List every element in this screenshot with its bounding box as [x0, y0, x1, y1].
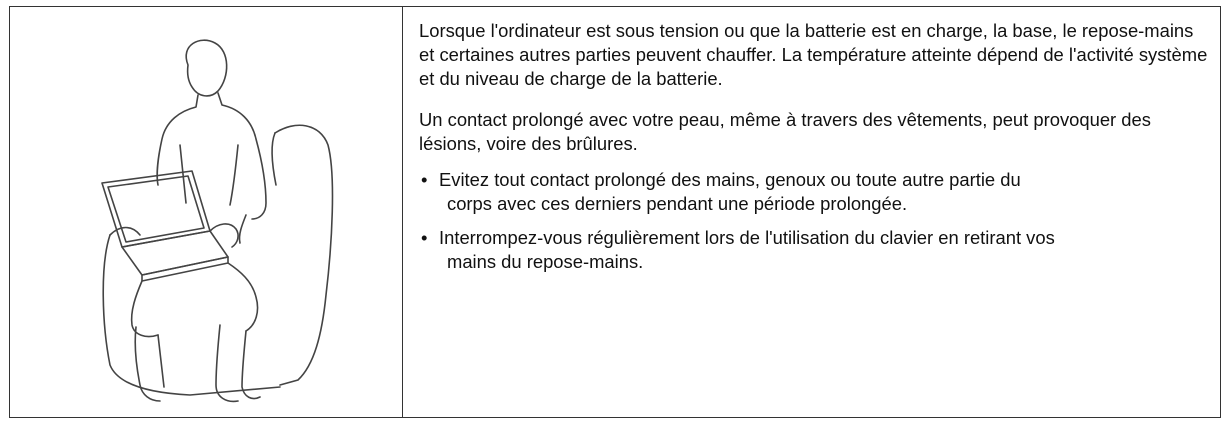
bullet-icon: • [421, 169, 428, 190]
warning-text [419, 19, 1209, 284]
heat-paragraph: Lorsque l'ordinateur est sous tension ou que la batterie est en charge, la base, le repose-mains et certaines autres parties peuvent chauffer. La température atteinte dépend de l'activité système et du niveau de charge de la batterie. [419, 20, 1208, 89]
bullet-2-line-2: mains du repose-mains. [447, 251, 644, 272]
list-item [419, 168, 1209, 216]
skin-contact-paragraph: Un contact prolongé avec votre peau, même à travers des vêtements, peut provoquer des lésions, voire des brûlures. [419, 109, 1151, 154]
heat-warning-notice [9, 6, 1221, 418]
bullet-2-line-1: Interrompez-vous régulièrement lors de l'utilisation du clavier en retirant vos [439, 227, 1055, 248]
bullet-icon: • [421, 227, 428, 248]
bullet-1-line-1: Evitez tout contact prolongé des mains, genoux ou toute autre partie du [439, 169, 1021, 190]
list-item [419, 226, 1209, 274]
bullet-1-line-2: corps avec ces derniers pendant une période prolongée. [447, 193, 908, 214]
person-with-laptop-in-armchair-icon [70, 35, 340, 415]
illustration-cell [10, 7, 403, 417]
precautions-list [419, 168, 1209, 274]
